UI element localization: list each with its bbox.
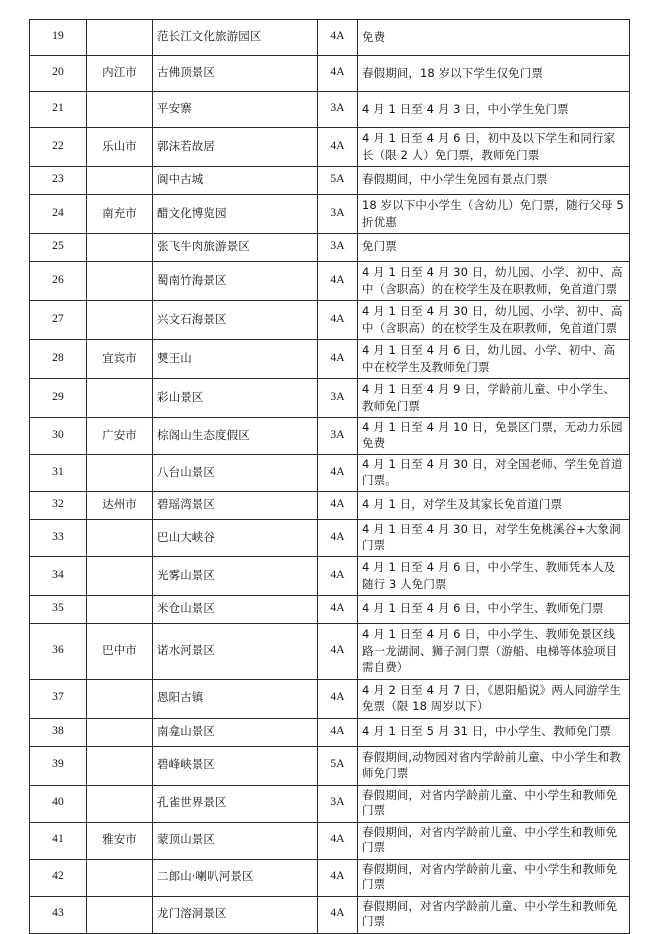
level-cell: 4A — [318, 896, 358, 933]
level-cell: 4A — [318, 262, 358, 301]
city-cell — [87, 596, 153, 624]
city-cell: 巴中市 — [87, 624, 153, 680]
level-cell: 4A — [318, 56, 358, 92]
level-cell: 5A — [318, 746, 358, 785]
level-cell: 4A — [318, 596, 358, 624]
discount-policy-cell: 4 月 1 日至 4 月 6 日，中小学生、教师凭本人及随行 3 人免门票 — [358, 557, 630, 596]
level-cell: 3A — [318, 379, 358, 418]
discount-policy-cell: 4 月 1 日至 4 月 9 日，学龄前儿童、中小学生、教师免门票 — [358, 379, 630, 418]
row-number-cell: 38 — [30, 718, 87, 746]
discount-policy-cell: 4 月 1 日，对学生及其家长免首道门票 — [358, 492, 630, 520]
discount-policy-cell: 4 月 1 日至 4 月 10 日，免景区门票，无动力乐园免费 — [358, 418, 630, 455]
row-number-cell: 29 — [30, 379, 87, 418]
row-number-cell: 31 — [30, 455, 87, 492]
row-number-cell: 34 — [30, 557, 87, 596]
discount-policy-cell: 春假期间，对省内学龄前儿童、中小学生和教师免门票 — [358, 859, 630, 896]
table-row — [30, 128, 630, 167]
row-number-cell: 41 — [30, 822, 87, 859]
level-cell: 4A — [318, 624, 358, 680]
table-row — [30, 859, 630, 896]
table-row — [30, 234, 630, 262]
scenic-area-name-cell: 二郎山·喇叭河景区 — [153, 859, 318, 896]
table-row — [30, 20, 630, 56]
row-number-cell: 42 — [30, 859, 87, 896]
row-number-cell: 25 — [30, 234, 87, 262]
table-row — [30, 624, 630, 680]
city-cell — [87, 557, 153, 596]
table-row — [30, 340, 630, 379]
discount-policy-cell: 免门票 — [358, 234, 630, 262]
discount-policy-cell: 4 月 2 日至 4 月 7 日，《恩阳船说》两人同游学生免票（限 18 周岁以下） — [358, 679, 630, 718]
city-cell: 南充市 — [87, 195, 153, 234]
table-row — [30, 679, 630, 718]
scenic-area-name-cell: 诺水河景区 — [153, 624, 318, 680]
level-cell: 4A — [318, 520, 358, 557]
city-cell: 达州市 — [87, 492, 153, 520]
scenic-area-discount-table — [29, 19, 630, 934]
scenic-area-name-cell: 平安寨 — [153, 92, 318, 128]
row-number-cell: 19 — [30, 20, 87, 56]
level-cell: 4A — [318, 492, 358, 520]
table-row — [30, 301, 630, 340]
scenic-area-name-cell: 龙门溶洞景区 — [153, 896, 318, 933]
table-body — [30, 20, 630, 934]
city-cell — [87, 92, 153, 128]
discount-policy-cell: 春假期间，对省内学龄前儿童、中小学生和教师免门票 — [358, 896, 630, 933]
discount-policy-cell: 春假期间,动物园对省内学龄前儿童、中小学生和教师免门票 — [358, 746, 630, 785]
scenic-area-name-cell: 阆中古城 — [153, 167, 318, 195]
scenic-area-name-cell: 孔雀世界景区 — [153, 785, 318, 822]
scenic-area-name-cell: 兴文石海景区 — [153, 301, 318, 340]
scenic-area-name-cell: 碧瑶湾景区 — [153, 492, 318, 520]
level-cell: 3A — [318, 92, 358, 128]
discount-policy-cell: 免费 — [358, 20, 630, 56]
table-row — [30, 167, 630, 195]
city-cell — [87, 679, 153, 718]
scenic-area-name-cell: 米仓山景区 — [153, 596, 318, 624]
level-cell: 4A — [318, 340, 358, 379]
scenic-area-name-cell: 郭沫若故居 — [153, 128, 318, 167]
table-row — [30, 492, 630, 520]
level-cell: 4A — [318, 859, 358, 896]
city-cell — [87, 20, 153, 56]
city-cell — [87, 718, 153, 746]
discount-policy-cell: 4 月 1 日至 4 月 6 日，初中及以下学生和同行家长（限 2 人）免门票，教师免门票 — [358, 128, 630, 167]
row-number-cell: 24 — [30, 195, 87, 234]
level-cell: 5A — [318, 167, 358, 195]
scenic-area-name-cell: 古佛顶景区 — [153, 56, 318, 92]
level-cell: 3A — [318, 234, 358, 262]
row-number-cell: 23 — [30, 167, 87, 195]
table-row — [30, 896, 630, 933]
discount-policy-cell: 18 岁以下中小学生（含幼儿）免门票，随行父母 5 折优惠 — [358, 195, 630, 234]
city-cell — [87, 262, 153, 301]
scenic-area-name-cell: 蒙顶山景区 — [153, 822, 318, 859]
row-number-cell: 27 — [30, 301, 87, 340]
row-number-cell: 35 — [30, 596, 87, 624]
table-row — [30, 56, 630, 92]
table-row — [30, 746, 630, 785]
discount-policy-cell: 4 月 1 日至 4 月 30 日，幼儿园、小学、初中、高中（含职高）的在校学生及在职教师，免首道门票 — [358, 301, 630, 340]
city-cell — [87, 301, 153, 340]
city-cell: 内江市 — [87, 56, 153, 92]
scenic-area-name-cell: 碧峰峡景区 — [153, 746, 318, 785]
city-cell: 广安市 — [87, 418, 153, 455]
table-row — [30, 195, 630, 234]
table-row — [30, 418, 630, 455]
level-cell: 3A — [318, 195, 358, 234]
row-number-cell: 30 — [30, 418, 87, 455]
level-cell: 4A — [318, 679, 358, 718]
row-number-cell: 36 — [30, 624, 87, 680]
table-row — [30, 379, 630, 418]
row-number-cell: 28 — [30, 340, 87, 379]
level-cell: 4A — [318, 455, 358, 492]
scenic-area-name-cell: 光雾山景区 — [153, 557, 318, 596]
scenic-area-name-cell: 南龛山景区 — [153, 718, 318, 746]
level-cell: 4A — [318, 128, 358, 167]
level-cell: 4A — [318, 718, 358, 746]
discount-policy-cell: 4 月 1 日至 4 月 30 日，对全国老师、学生免首道门票。 — [358, 455, 630, 492]
table-row — [30, 718, 630, 746]
city-cell — [87, 520, 153, 557]
scenic-area-name-cell: 彩山景区 — [153, 379, 318, 418]
table-row — [30, 785, 630, 822]
discount-policy-cell: 4 月 1 日至 4 月 30 日，对学生免桃溪谷+大象洞门票 — [358, 520, 630, 557]
discount-policy-cell: 春假期间，对省内学龄前儿童、中小学生和教师免门票 — [358, 785, 630, 822]
discount-policy-cell: 4 月 1 日至 5 月 31 日，中小学生、教师免门票 — [358, 718, 630, 746]
row-number-cell: 39 — [30, 746, 87, 785]
city-cell — [87, 785, 153, 822]
city-cell: 乐山市 — [87, 128, 153, 167]
level-cell: 4A — [318, 557, 358, 596]
level-cell: 4A — [318, 822, 358, 859]
table-row — [30, 596, 630, 624]
discount-policy-cell: 4 月 1 日至 4 月 3 日，中小学生免门票 — [358, 92, 630, 128]
row-number-cell: 22 — [30, 128, 87, 167]
discount-policy-cell: 春假期间，对省内学龄前儿童、中小学生和教师免门票 — [358, 822, 630, 859]
scenic-area-name-cell: 范长江文化旅游园区 — [153, 20, 318, 56]
table-row — [30, 520, 630, 557]
level-cell: 4A — [318, 20, 358, 56]
city-cell: 雅安市 — [87, 822, 153, 859]
city-cell: 宜宾市 — [87, 340, 153, 379]
table-row — [30, 822, 630, 859]
table-row — [30, 455, 630, 492]
row-number-cell: 43 — [30, 896, 87, 933]
scenic-area-name-cell: 僰王山 — [153, 340, 318, 379]
level-cell: 3A — [318, 785, 358, 822]
city-cell — [87, 896, 153, 933]
row-number-cell: 20 — [30, 56, 87, 92]
discount-policy-cell: 4 月 1 日至 4 月 30 日，幼儿园、小学、初中、高中（含职高）的在校学生及在职教师，免首道门票 — [358, 262, 630, 301]
city-cell — [87, 746, 153, 785]
discount-policy-cell: 春假期间，中小学生免园有景点门票 — [358, 167, 630, 195]
table-row — [30, 262, 630, 301]
row-number-cell: 33 — [30, 520, 87, 557]
row-number-cell: 37 — [30, 679, 87, 718]
row-number-cell: 26 — [30, 262, 87, 301]
scenic-area-name-cell: 醋文化博览园 — [153, 195, 318, 234]
city-cell — [87, 379, 153, 418]
city-cell — [87, 167, 153, 195]
level-cell: 3A — [318, 418, 358, 455]
scenic-area-name-cell: 巴山大峡谷 — [153, 520, 318, 557]
discount-policy-cell: 4 月 1 日至 4 月 6 日，中小学生、教师免门票 — [358, 596, 630, 624]
discount-policy-cell: 4 月 1 日至 4 月 6 日，中小学生、教师免景区线路一龙湖洞、狮子洞门票（游船、电梯等体验项目需自费） — [358, 624, 630, 680]
row-number-cell: 21 — [30, 92, 87, 128]
row-number-cell: 40 — [30, 785, 87, 822]
city-cell — [87, 859, 153, 896]
table-row — [30, 557, 630, 596]
scenic-area-name-cell: 棕阁山生态度假区 — [153, 418, 318, 455]
scenic-area-name-cell: 恩阳古镇 — [153, 679, 318, 718]
discount-policy-cell: 4 月 1 日至 4 月 6 日，幼儿园、小学、初中、高中在校学生及教师免门票 — [358, 340, 630, 379]
discount-policy-cell: 春假期间，18 岁以下学生仅免门票 — [358, 56, 630, 92]
level-cell: 4A — [318, 301, 358, 340]
city-cell — [87, 234, 153, 262]
city-cell — [87, 455, 153, 492]
scenic-area-name-cell: 八台山景区 — [153, 455, 318, 492]
table-row — [30, 92, 630, 128]
scenic-area-name-cell: 张飞牛肉旅游景区 — [153, 234, 318, 262]
scenic-area-name-cell: 蜀南竹海景区 — [153, 262, 318, 301]
row-number-cell: 32 — [30, 492, 87, 520]
